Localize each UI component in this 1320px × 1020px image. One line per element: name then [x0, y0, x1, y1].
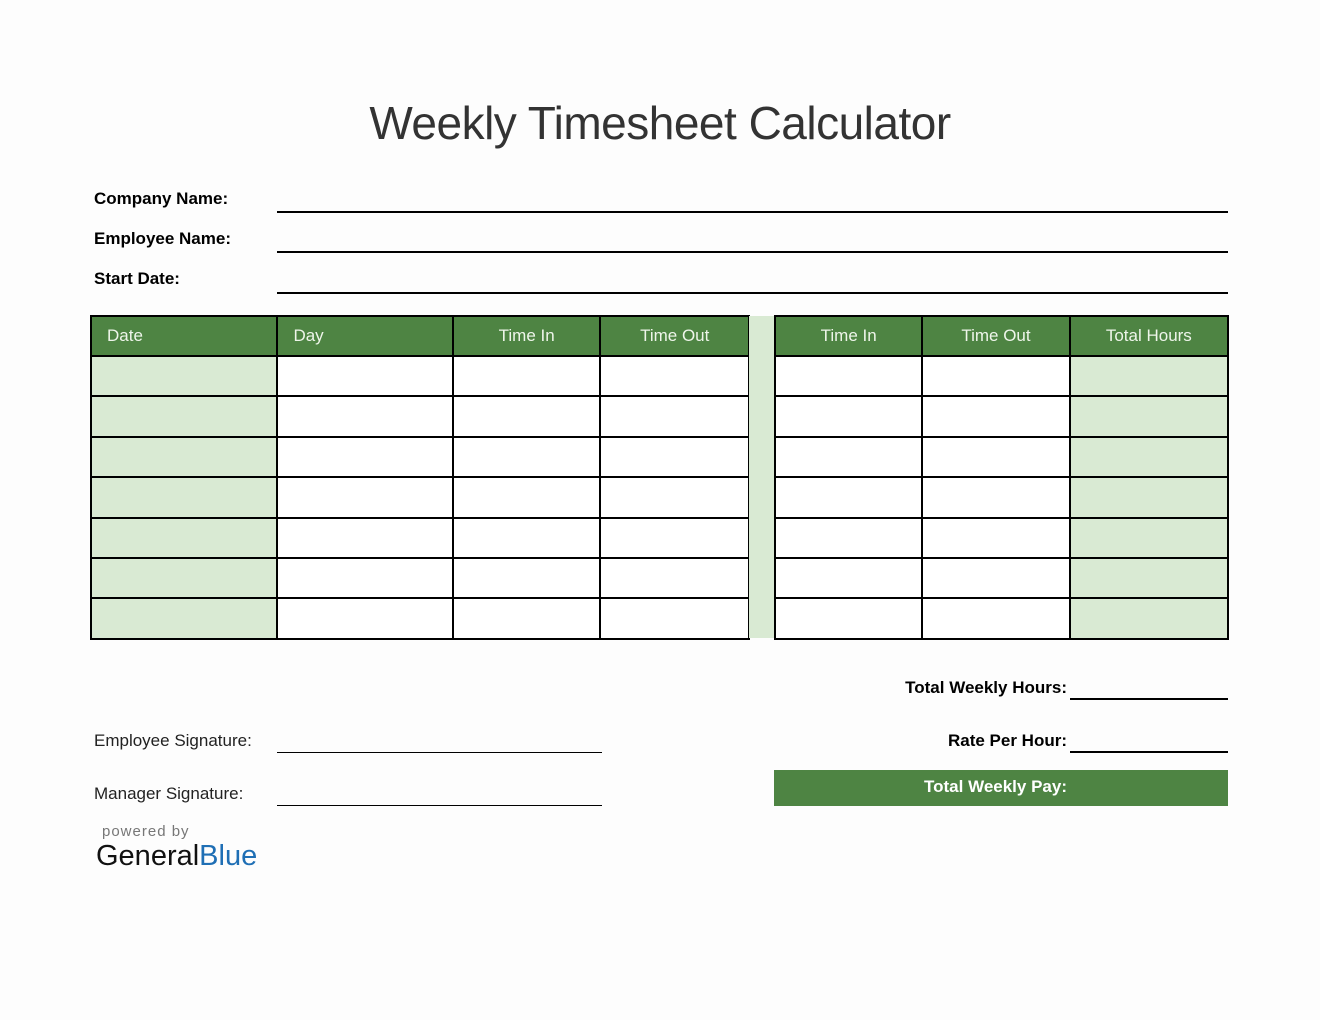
start-date-row	[94, 269, 1228, 299]
header-time-out-2: Time Out	[922, 316, 1069, 356]
date-cell[interactable]	[91, 396, 277, 436]
day-cell[interactable]	[277, 396, 452, 436]
total-hours-cell	[1070, 477, 1228, 517]
day-cell[interactable]	[277, 598, 452, 638]
table-row	[775, 396, 1228, 436]
date-cell[interactable]	[91, 356, 277, 396]
table-row	[775, 356, 1228, 396]
time-in-2-cell[interactable]	[775, 518, 922, 558]
time-out-1-cell[interactable]	[600, 477, 749, 517]
total-hours-cell	[1070, 598, 1228, 638]
day-cell[interactable]	[277, 477, 452, 517]
powered-by-text: powered by	[102, 823, 190, 840]
time-out-2-cell[interactable]	[922, 598, 1069, 638]
day-cell[interactable]	[277, 437, 452, 477]
table-header-row	[91, 316, 749, 356]
total-weekly-hours-label: Total Weekly Hours:	[905, 678, 1067, 697]
time-in-2-cell[interactable]	[775, 356, 922, 396]
employee-signature-field[interactable]	[277, 752, 602, 753]
time-out-2-cell[interactable]	[922, 518, 1069, 558]
day-cell[interactable]	[277, 558, 452, 598]
company-name-field[interactable]	[277, 211, 1228, 213]
time-out-2-cell[interactable]	[922, 396, 1069, 436]
time-out-2-cell[interactable]	[922, 356, 1069, 396]
time-out-2-cell[interactable]	[922, 437, 1069, 477]
date-cell[interactable]	[91, 598, 277, 638]
table-row	[91, 558, 749, 598]
start-date-field[interactable]	[277, 292, 1228, 294]
time-out-1-cell[interactable]	[600, 558, 749, 598]
employee-signature-label: Employee Signature:	[94, 731, 252, 750]
date-cell[interactable]	[91, 437, 277, 477]
header-time-in-1: Time In	[453, 316, 601, 356]
time-in-1-cell[interactable]	[453, 477, 601, 517]
manager-signature-field[interactable]	[277, 805, 602, 806]
timesheet-table-right	[774, 315, 1229, 640]
total-weekly-pay-label: Total Weekly Pay:	[924, 777, 1067, 796]
day-cell[interactable]	[277, 518, 452, 558]
header-time-in-2: Time In	[775, 316, 922, 356]
header-date: Date	[91, 316, 277, 356]
employee-name-field[interactable]	[277, 251, 1228, 253]
table-row	[91, 356, 749, 396]
table-row	[91, 598, 749, 638]
page-title: Weekly Timesheet Calculator	[369, 97, 951, 149]
time-out-1-cell[interactable]	[600, 396, 749, 436]
time-in-1-cell[interactable]	[453, 437, 601, 477]
date-cell[interactable]	[91, 477, 277, 517]
table-header-row	[775, 316, 1228, 356]
time-in-1-cell[interactable]	[453, 558, 601, 598]
table-row	[91, 518, 749, 558]
table-row	[91, 396, 749, 436]
time-out-1-cell[interactable]	[600, 356, 749, 396]
manager-signature-label: Manager Signature:	[94, 784, 244, 803]
total-hours-cell	[1070, 437, 1228, 477]
start-date-label: Start Date:	[94, 269, 180, 288]
time-in-1-cell[interactable]	[453, 518, 601, 558]
header-total-hours: Total Hours	[1070, 316, 1228, 356]
time-out-1-cell[interactable]	[600, 437, 749, 477]
company-name-row	[94, 189, 1228, 219]
time-in-1-cell[interactable]	[453, 356, 601, 396]
time-in-2-cell[interactable]	[775, 477, 922, 517]
time-in-1-cell[interactable]	[453, 598, 601, 638]
rate-per-hour-field[interactable]	[1070, 751, 1228, 753]
total-hours-cell	[1070, 396, 1228, 436]
total-hours-cell	[1070, 558, 1228, 598]
date-cell[interactable]	[91, 558, 277, 598]
total-hours-cell	[1070, 356, 1228, 396]
total-hours-cell	[1070, 518, 1228, 558]
time-in-2-cell[interactable]	[775, 598, 922, 638]
table-row	[775, 558, 1228, 598]
header-day: Day	[277, 316, 452, 356]
date-cell[interactable]	[91, 518, 277, 558]
day-cell[interactable]	[277, 356, 452, 396]
time-out-1-cell[interactable]	[600, 598, 749, 638]
table-row	[775, 518, 1228, 558]
employee-name-label: Employee Name:	[94, 229, 231, 248]
time-in-2-cell[interactable]	[775, 437, 922, 477]
table-row	[91, 477, 749, 517]
rate-per-hour-label: Rate Per Hour:	[947, 731, 1067, 750]
brand-general: General	[96, 840, 200, 872]
company-name-label: Company Name:	[94, 189, 229, 208]
header-time-out-1: Time Out	[600, 316, 749, 356]
total-weekly-pay-bar	[774, 770, 1228, 806]
table-row	[775, 598, 1228, 638]
time-in-2-cell[interactable]	[775, 558, 922, 598]
total-weekly-hours-field[interactable]	[1070, 698, 1228, 700]
table-row	[91, 437, 749, 477]
table-divider-column	[749, 316, 774, 638]
time-out-2-cell[interactable]	[922, 558, 1069, 598]
generalblue-logo	[96, 840, 257, 873]
table-row	[775, 437, 1228, 477]
time-in-1-cell[interactable]	[453, 396, 601, 436]
time-out-2-cell[interactable]	[922, 477, 1069, 517]
timesheet-table-left	[90, 315, 750, 640]
brand-blue: Blue	[199, 840, 258, 872]
time-out-1-cell[interactable]	[600, 518, 749, 558]
employee-name-row	[94, 229, 1228, 259]
time-in-2-cell[interactable]	[775, 396, 922, 436]
table-row	[775, 477, 1228, 517]
